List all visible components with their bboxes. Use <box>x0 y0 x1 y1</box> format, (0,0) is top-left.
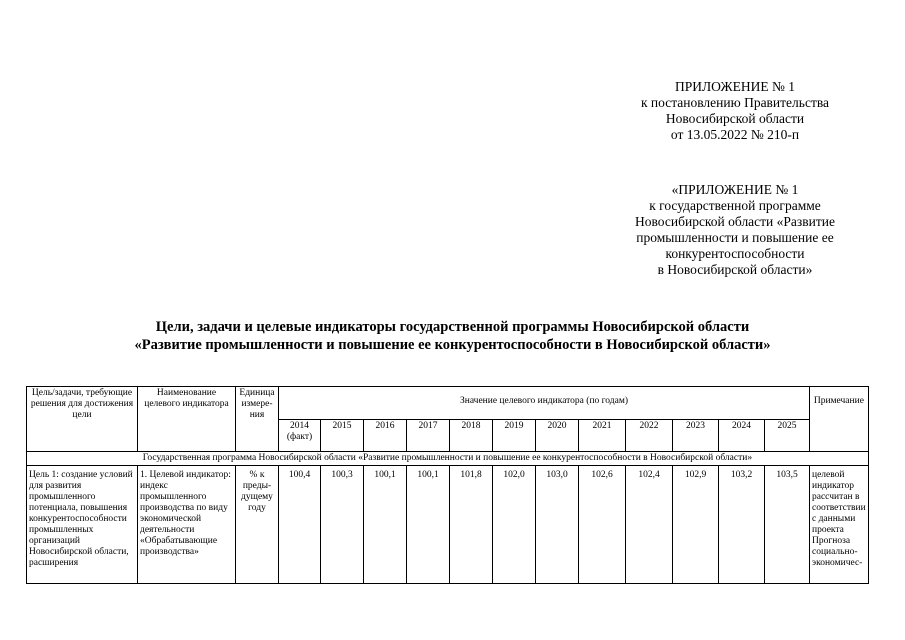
table-header-row <box>27 387 869 420</box>
value-cell: 102,9 <box>673 466 719 584</box>
value-cell: 100,3 <box>321 466 364 584</box>
appendix-program-line: конкурентоспособности <box>665 246 805 261</box>
value-cell: 101,8 <box>450 466 493 584</box>
goal-cell: Цель 1: создание условий для развития промышленного потенциала, повышения конкурентоспособности промышленных организаций Новосибирской области, расширения <box>27 466 138 584</box>
value-cell: 103,2 <box>719 466 765 584</box>
value-cell: 100,1 <box>364 466 407 584</box>
appendix-program-line: «ПРИЛОЖЕНИЕ № 1 <box>671 182 799 197</box>
year-header: 2019 <box>493 420 536 452</box>
unit-cell: % к преды-дущему году <box>236 466 279 584</box>
indicator-cell: 1. Целевой индикатор: индекс промышленного производства по виду экономической деятельности «Обрабатывающие производства» <box>138 466 236 584</box>
header-values: Значение целевого индикатора (по годам) <box>279 387 810 420</box>
year-header: 2024 <box>719 420 765 452</box>
program-row-cell: Государственная программа Новосибирской области «Развитие промышленности и повышение ее конкурентоспособности в Новосибирской области» <box>27 452 869 466</box>
table-row <box>27 466 869 584</box>
header-goal: Цель/задачи, требующие решения для достижения цели <box>27 387 138 452</box>
year-header: 2018 <box>450 420 493 452</box>
appendix-header-line: от 13.05.2022 № 210-п <box>670 127 800 142</box>
value-cell: 103,5 <box>765 466 810 584</box>
year-header: 2017 <box>407 420 450 452</box>
appendix-header-line: Новосибирской области <box>665 111 805 126</box>
value-cell: 102,4 <box>626 466 673 584</box>
document-title-line1: Цели, задачи и целевые индикаторы государственной программы Новосибирской области <box>155 319 750 335</box>
appendix-program-line: Новосибирской области «Развитие <box>635 214 835 229</box>
appendix-program-line: в Новосибирской области» <box>657 262 813 277</box>
value-cell: 103,0 <box>536 466 579 584</box>
appendix-header <box>600 79 870 143</box>
appendix-header-line: ПРИЛОЖЕНИЕ № 1 <box>674 79 796 94</box>
document-title-line2: «Развитие промышленности и повышение ее конкурентоспособности в Новосибирской области» <box>134 337 771 353</box>
year-header: 2023 <box>673 420 719 452</box>
appendix-header-line: к постановлению Правительства <box>640 95 830 110</box>
year-header: 2021 <box>579 420 626 452</box>
header-indicator: Наименование целевого индикатора <box>138 387 236 452</box>
appendix-program <box>600 182 870 278</box>
indicators-table <box>26 386 869 584</box>
header-unit: Единица измере-ния <box>236 387 279 452</box>
header-note: Примечание <box>810 387 869 452</box>
program-row <box>27 452 869 466</box>
year-header: 2014 (факт) <box>279 420 321 452</box>
value-cell: 100,4 <box>279 466 321 584</box>
value-cell: 102,0 <box>493 466 536 584</box>
document-title <box>0 318 905 354</box>
appendix-program-line: к государственной программе <box>649 198 821 213</box>
appendix-program-line: промышленности и повышение ее <box>636 230 834 245</box>
year-header: 2020 <box>536 420 579 452</box>
value-cell: 102,6 <box>579 466 626 584</box>
year-header: 2016 <box>364 420 407 452</box>
year-header: 2025 <box>765 420 810 452</box>
value-cell: 100,1 <box>407 466 450 584</box>
note-cell: целевой индикатор рассчитан в соответствии с данными проекта Прогноза социально-экономичес- <box>810 466 869 584</box>
year-header: 2022 <box>626 420 673 452</box>
year-header: 2015 <box>321 420 364 452</box>
